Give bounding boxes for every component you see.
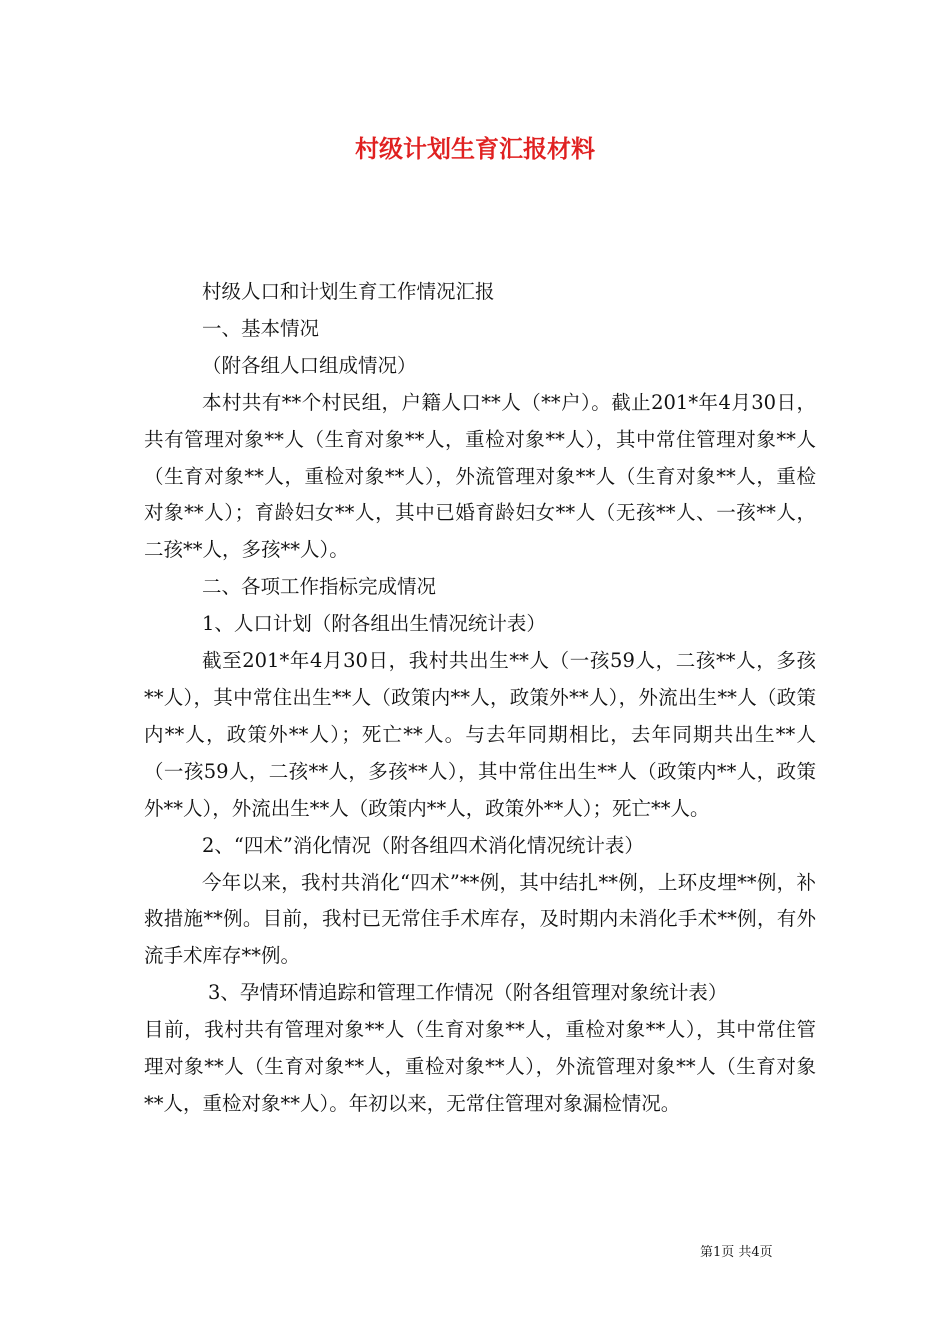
page-number-footer: 第1页 共4页: [700, 1245, 773, 1260]
subheading-four-operations: 2、“四术”消化情况（附各组四术消化情况统计表）: [202, 833, 644, 857]
paragraph-four-operations: 今年以来，我村共消化“四术”**例，其中结扎**例，上环皮埋**例，补救措施**例。目前，我村已无常住手术库存，及时期内未消化手术**例，有外流手术库存**例。: [144, 870, 816, 968]
report-heading: 村级人口和计划生育工作情况汇报: [202, 280, 495, 303]
subheading-pregnancy-tracking: 3、孕情环情追踪和管理工作情况（附各组管理对象统计表）: [208, 981, 728, 1005]
annex-note-population: （附各组人口组成情况）: [202, 353, 417, 377]
subheading-population-plan: 1、人口计划（附各组出生情况统计表）: [202, 612, 546, 636]
paragraph-births: 截至201*年4月30日，我村共出生**人（一孩59人，二孩**人，多孩**人），其中常住出生**人（政策内**人，政策外**人），外流出生**人（政策内**人，政策外**人）；死亡**人。与去年同期相比，去年同期共出生**人（一孩59人，二孩**人，多孩**人），其中常住出生**人（政策内**人，政策外**人），外流出生**人（政策内**人，政策外**人）；死亡**人。: [144, 649, 816, 820]
document-body: [144, 274, 816, 1123]
section-heading-indicators: 二、各项工作指标完成情况: [202, 575, 437, 599]
paragraph-management-targets: 目前，我村共有管理对象**人（生育对象**人，重检对象**人），其中常住管理对象**人（生育对象**人，重检对象**人），外流管理对象**人（生育对象**人，重检对象**人）。年初以来，无常住管理对象漏检情况。: [144, 1018, 816, 1115]
document-title: 村级计划生育汇报材料: [355, 134, 595, 163]
section-heading-basic-info: 一、基本情况: [202, 316, 320, 340]
paragraph-population-overview: 本村共有**个村民组，户籍人口**人（**户）。截止201*年4月30日，共有管理对象**人（生育对象**人，重检对象**人），其中常住管理对象**人（生育对象**人，重检对象**人），外流管理对象**人（生育对象**人，重检对象**人）；育龄妇女**人，其中已婚育龄妇女**人（无孩**人、一孩**人，二孩**人，多孩**人）。: [144, 390, 816, 562]
